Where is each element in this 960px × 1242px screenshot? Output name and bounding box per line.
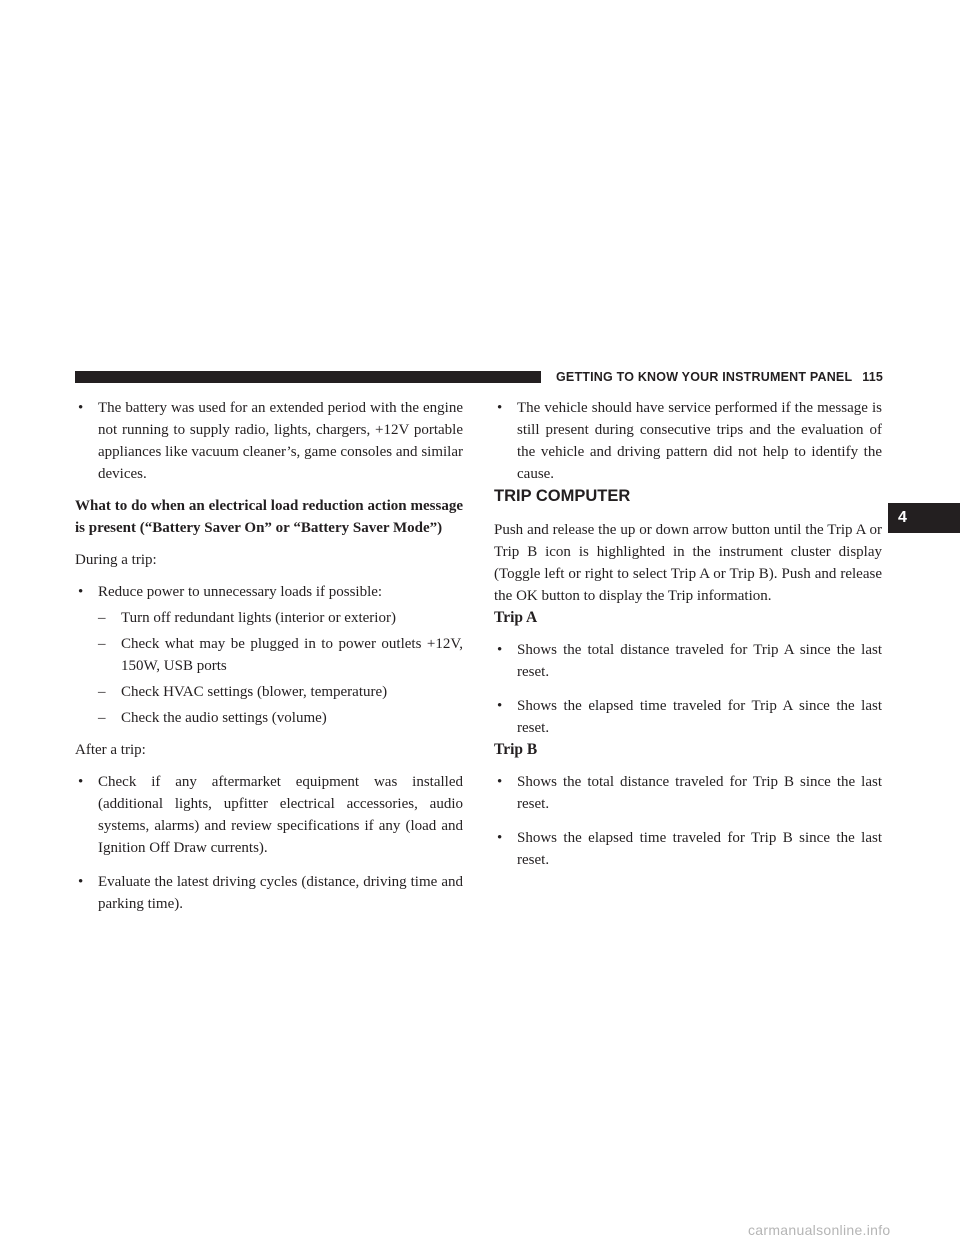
trip-a-time-item: • Shows the elapsed time traveled for Trip A since the last reset. [494, 695, 882, 739]
bullet-evaluate: • Evaluate the latest driving cycles (distance, driving time and parking time). [75, 871, 463, 915]
trip-b-heading: Trip B [494, 741, 538, 758]
trip-computer-heading: TRIP COMPUTER [494, 487, 631, 505]
sub-item-audio: – Check the audio settings (volume) [75, 707, 463, 729]
trip-a-distance-item: • Shows the total distance traveled for Trip A since the last reset. [494, 639, 882, 683]
sub-item-hvac: – Check HVAC settings (blower, temperature) [75, 681, 463, 703]
chapter-tab: 4 [888, 503, 960, 533]
trip-b-distance-item: • Shows the total distance traveled for Trip B since the last reset. [494, 771, 882, 815]
during-trip-label: During a trip: [75, 552, 157, 568]
bullet-battery-extended: • The battery was used for an extended period with the engine not running to supply radio, lights, chargers, +12V portable appliances like vacuum cleaner’s, game consoles and similar devices. [75, 397, 463, 485]
header-rule [75, 371, 541, 383]
section-title: GETTING TO KNOW YOUR INSTRUMENT PANEL [556, 370, 853, 384]
trip-a-heading: Trip A [494, 609, 538, 626]
sub-item-outlets: – Check what may be plugged in to power outlets +12V, 150W, USB ports [75, 633, 463, 677]
bullet-reduce-power: • Reduce power to unnecessary loads if possible: [75, 581, 463, 603]
right-column [494, 397, 882, 871]
watermark: carmanualsonline.info [748, 1222, 891, 1238]
left-column [75, 397, 463, 915]
bullet-service: • The vehicle should have service performed if the message is still present during consecutive trips and the evaluation of the vehicle and driving pattern did not help to identify the cause. [494, 397, 882, 485]
sub-item-lights: – Turn off redundant lights (interior or exterior) [75, 607, 463, 629]
bullet-aftermarket: • Check if any aftermarket equipment was installed (additional lights, upfitter electrical accessories, audio systems, alarms) and review specifications if any (load and Ignition Off Draw currents). [75, 771, 463, 859]
page-number: 115 [862, 370, 884, 384]
running-header [556, 369, 883, 385]
after-trip-label: After a trip: [75, 742, 146, 758]
what-to-do-heading: What to do when an electrical load reduction action message is present (“Battery Saver On” or “Battery Saver Mode”) [75, 498, 463, 536]
trip-computer-paragraph: Push and release the up or down arrow button until the Trip A or Trip B icon is highlighted in the instrument cluster display (Toggle left or right to select Trip A or Trip B). Push and release the OK button to display the Trip information. [494, 522, 882, 604]
trip-b-time-item: • Shows the elapsed time traveled for Trip B since the last reset. [494, 827, 882, 871]
